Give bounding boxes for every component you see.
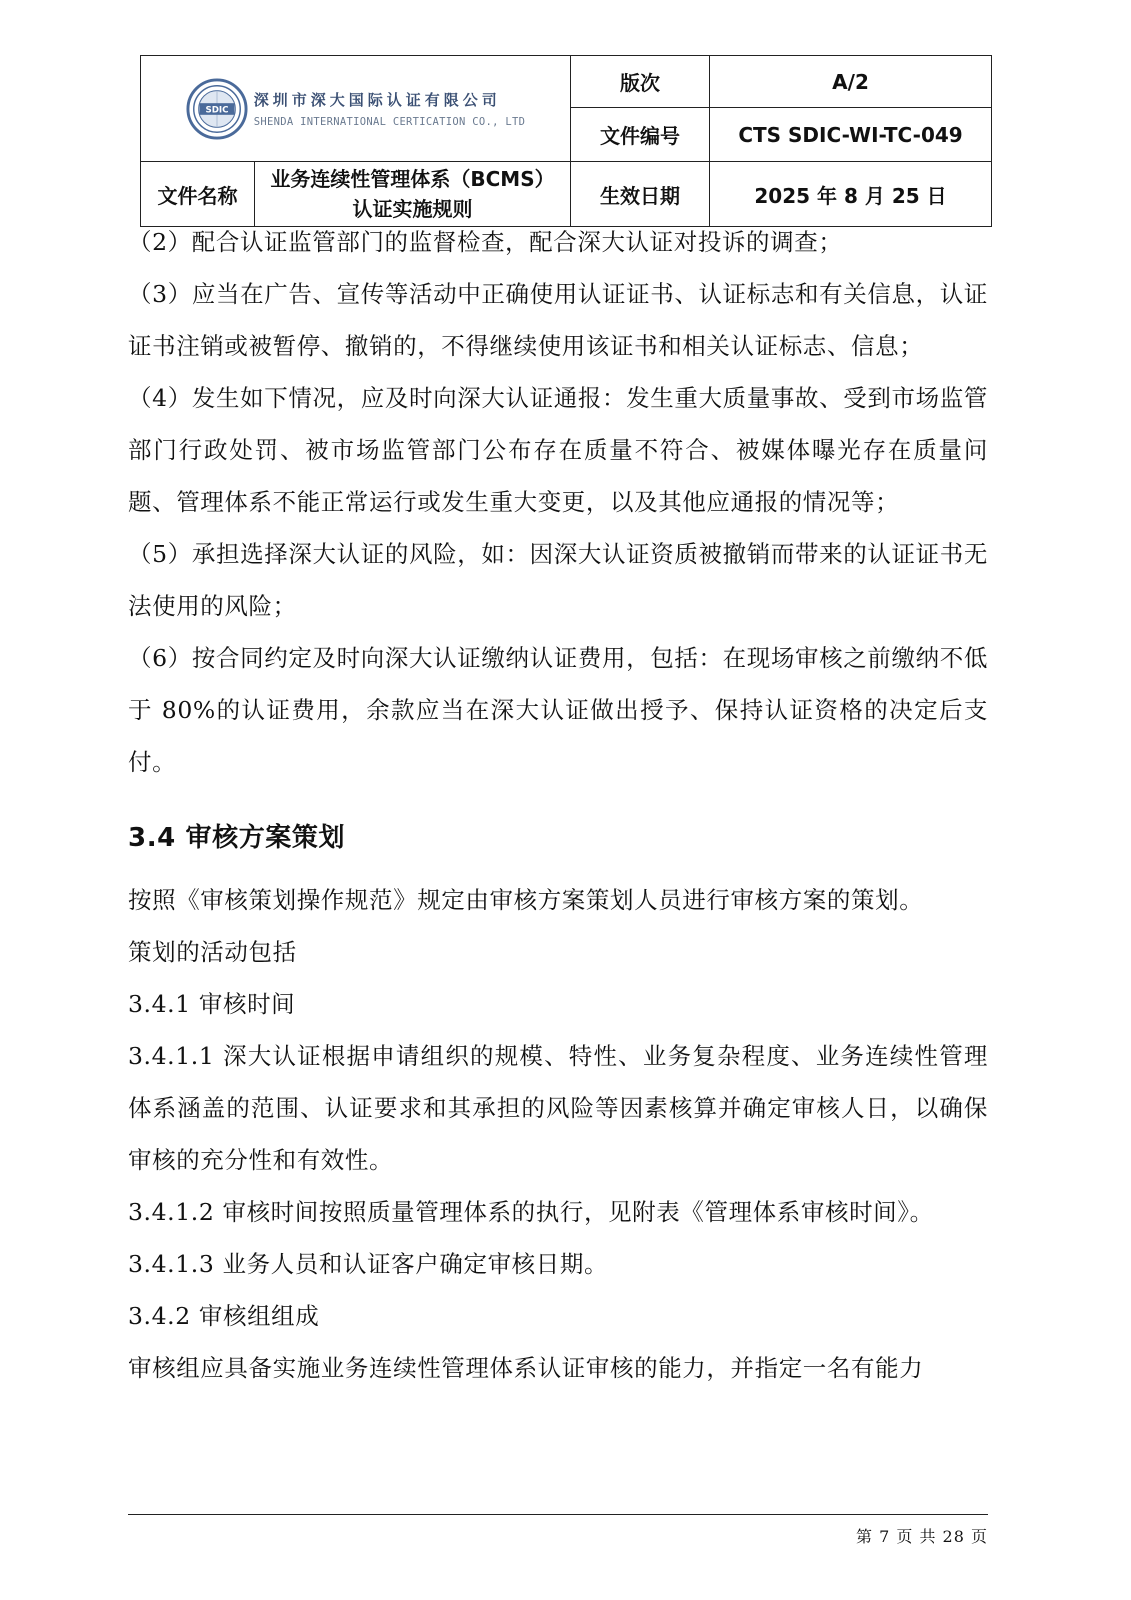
paragraph-3-4-1-2: 3.4.1.2 审核时间按照质量管理体系的执行，见附表《管理体系审核时间》。 bbox=[128, 1198, 934, 1226]
version-label: 版次 bbox=[571, 56, 710, 108]
paragraph-obligation-3: （3）应当在广告、宣传等活动中正确使用认证证书、认证标志和有关信息，认证证书注销或被暂停、撤销的，不得继续使用该证书和相关认证标志、信息； bbox=[128, 280, 988, 360]
paragraph-obligation-4: （4）发生如下情况，应及时向深大认证通报：发生重大质量事故、受到市场监管部门行政处罚、被市场监管部门公布存在质量不符合、被媒体曝光存在质量问题、管理体系不能正常运行或发生重大变更，以及其他应通报的情况等； bbox=[128, 384, 988, 516]
effective-date-value: 2025 年 8 月 25 日 bbox=[710, 162, 992, 227]
section-heading-3-4: 3.4 审核方案策划 bbox=[128, 823, 346, 853]
doc-number-label: 文件编号 bbox=[571, 108, 710, 162]
paragraph-audit-team: 审核组应具备实施业务连续性管理体系认证审核的能力，并指定一名有能力 bbox=[128, 1354, 924, 1382]
page-number: 第 7 页 共 28 页 bbox=[856, 1527, 988, 1546]
doc-name-label: 文件名称 bbox=[141, 162, 255, 227]
logo-mark: SDIC bbox=[205, 104, 229, 115]
paragraph-obligation-5: （5）承担选择深大认证的风险，如：因深大认证资质被撤销而带来的认证证书无法使用的风险； bbox=[128, 540, 988, 620]
subheading-3-4-2: 3.4.2 审核组组成 bbox=[128, 1302, 320, 1330]
doc-number-value: CTS SDIC-WI-TC-049 bbox=[710, 108, 992, 162]
company-seal-logo bbox=[186, 78, 248, 140]
paragraph-obligation-6: （6）按合同约定及时向深大认证缴纳认证费用，包括：在现场审核之前缴纳不低于 80%的认证费用，余款应当在深大认证做出授予、保持认证资格的决定后支付。 bbox=[128, 644, 988, 776]
version-value: A/2 bbox=[710, 56, 992, 108]
footer-divider bbox=[128, 1514, 988, 1515]
paragraph-planning-intro: 按照《审核策划操作规范》规定由审核方案策划人员进行审核方案的策划。 bbox=[128, 886, 924, 914]
effective-date-label: 生效日期 bbox=[571, 162, 710, 227]
company-name-cn: 深圳市深大国际认证有限公司 bbox=[253, 91, 501, 109]
document-body bbox=[128, 216, 988, 1394]
document-header-table bbox=[140, 55, 992, 227]
company-logo-cell bbox=[141, 56, 571, 162]
paragraph-obligation-2: （2）配合认证监管部门的监督检查，配合深大认证对投诉的调查； bbox=[128, 228, 843, 256]
company-name-en: SHENDA INTERNATIONAL CERTICATION CO., LTD bbox=[253, 116, 526, 128]
doc-name-value: 业务连续性管理体系（BCMS）认证实施规则 bbox=[255, 162, 571, 227]
subheading-3-4-1: 3.4.1 审核时间 bbox=[128, 990, 296, 1018]
paragraph-3-4-1-3: 3.4.1.3 业务人员和认证客户确定审核日期。 bbox=[128, 1250, 609, 1278]
paragraph-planning-activities: 策划的活动包括 bbox=[128, 938, 297, 966]
paragraph-3-4-1-1: 3.4.1.1 深大认证根据申请组织的规模、特性、业务复杂程度、业务连续性管理体系涵盖的范围、认证要求和其承担的风险等因素核算并确定审核人日，以确保审核的充分性和有效性。 bbox=[128, 1042, 988, 1174]
